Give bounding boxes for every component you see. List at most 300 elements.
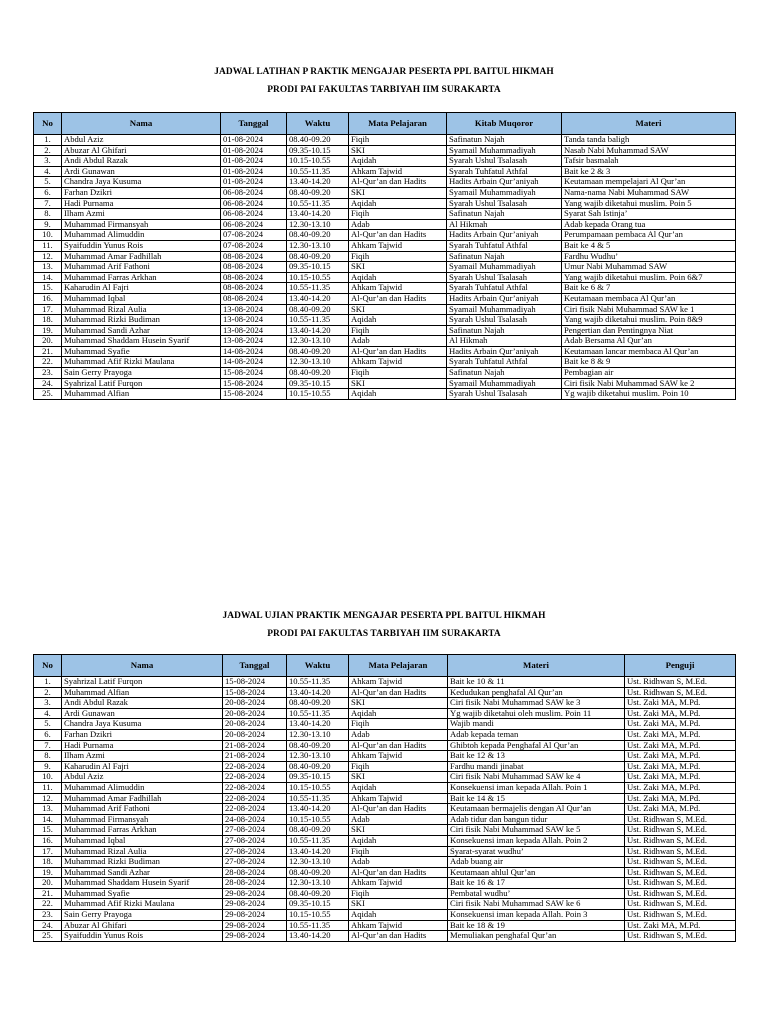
- cell-nama: Muhammad Shaddam Husein Syarif: [62, 878, 223, 889]
- cell-mata-pelajaran: Ahkam Tajwid: [349, 793, 448, 804]
- cell-nama: Muhammad Alfian: [62, 687, 223, 698]
- table-row: [34, 857, 736, 868]
- cell-tanggal: 28-08-2024: [223, 867, 287, 878]
- cell-waktu: 08.40-09.20: [287, 867, 349, 878]
- table-row: [34, 251, 736, 262]
- cell-tanggal: 08-08-2024: [221, 272, 287, 283]
- cell-materi: Yg wajib diketahui muslim. Poin 10: [562, 389, 736, 400]
- cell-penguji: Ust. Zaki MA, M.Pd.: [625, 729, 736, 740]
- table-row: [34, 325, 736, 336]
- cell-mata-pelajaran: Ahkam Tajwid: [349, 240, 447, 251]
- cell-nama: Chandra Jaya Kusuma: [62, 719, 223, 730]
- cell-mata-pelajaran: Al-Qur’an dan Hadits: [349, 931, 448, 942]
- table-row: [34, 378, 736, 389]
- cell-no: 12.: [34, 793, 62, 804]
- cell-waktu: 09.35-10.15: [287, 772, 349, 783]
- cell-nama: Muhammad Arif Fathoni: [62, 262, 221, 273]
- cell-materi: Kedudukan penghafal Al Qur’an: [448, 687, 625, 698]
- table-row: [34, 304, 736, 315]
- cell-no: 24.: [34, 378, 62, 389]
- cell-nama: Muhammad Alimuddin: [62, 782, 223, 793]
- cell-waktu: 08.40-09.20: [287, 740, 349, 751]
- cell-waktu: 12.30-13.10: [287, 240, 349, 251]
- cell-materi: Ciri fisik Nabi Muhammad SAW ke 1: [562, 304, 736, 315]
- cell-tanggal: 22-08-2024: [223, 761, 287, 772]
- cell-waktu: 13.40-14.20: [287, 325, 349, 336]
- cell-waktu: 13.40-14.20: [287, 293, 349, 304]
- cell-materi: Keutamaan bermajelis dengan Al Qur’an: [448, 804, 625, 815]
- exam-schedule-table: [33, 654, 736, 942]
- column-header-mata-pelajaran: Mata Pelajaran: [349, 655, 448, 677]
- cell-mata-pelajaran: Adab: [349, 729, 448, 740]
- cell-kitab-muqoror: Syamail Muhammadiyah: [447, 187, 562, 198]
- cell-tanggal: 22-08-2024: [223, 804, 287, 815]
- cell-tanggal: 01-08-2024: [221, 177, 287, 188]
- table-row: [34, 772, 736, 783]
- cell-kitab-muqoror: Hadits Arbain Qur’aniyah: [447, 230, 562, 241]
- cell-penguji: Ust. Ridhwan S, M.Ed.: [625, 931, 736, 942]
- cell-penguji: Ust. Zaki MA, M.Pd.: [625, 793, 736, 804]
- table-row: [34, 346, 736, 357]
- cell-no: 7.: [34, 740, 62, 751]
- cell-mata-pelajaran: Ahkam Tajwid: [349, 751, 448, 762]
- cell-materi: Keutamaan lancar membaca Al Qur’an: [562, 346, 736, 357]
- table-row: [34, 899, 736, 910]
- table-row: [34, 931, 736, 942]
- cell-kitab-muqoror: Syarah Ushul Tsalasah: [447, 315, 562, 326]
- cell-no: 15.: [34, 825, 62, 836]
- cell-nama: Hadi Purnama: [62, 198, 221, 209]
- cell-kitab-muqoror: Syarah Tuhfatul Athfal: [447, 240, 562, 251]
- cell-no: 19.: [34, 867, 62, 878]
- cell-nama: Muhammad Firmansyah: [62, 219, 221, 230]
- cell-nama: Abdul Aziz: [62, 135, 221, 146]
- cell-kitab-muqoror: Syarah Ushul Tsalasah: [447, 156, 562, 167]
- cell-kitab-muqoror: Safinatun Najah: [447, 251, 562, 262]
- cell-waktu: 13.40-14.20: [287, 209, 349, 220]
- cell-no: 8.: [34, 751, 62, 762]
- cell-tanggal: 22-08-2024: [223, 782, 287, 793]
- cell-tanggal: 08-08-2024: [221, 251, 287, 262]
- cell-kitab-muqoror: Syarah Ushul Tsalasah: [447, 198, 562, 209]
- table-row: [34, 240, 736, 251]
- cell-materi: Bait ke 14 & 15: [448, 793, 625, 804]
- cell-waktu: 08.40-09.20: [287, 251, 349, 262]
- cell-nama: Muhammad Firmansyah: [62, 814, 223, 825]
- table-row: [34, 782, 736, 793]
- table-row: [34, 389, 736, 400]
- cell-nama: Syaifuddin Yunus Rois: [62, 931, 223, 942]
- cell-kitab-muqoror: Safinatun Najah: [447, 209, 562, 220]
- cell-nama: Muhammad Alfian: [62, 389, 221, 400]
- cell-kitab-muqoror: Safinatun Najah: [447, 368, 562, 379]
- column-header-nama: Nama: [62, 655, 223, 677]
- cell-waktu: 12.30-13.10: [287, 857, 349, 868]
- cell-kitab-muqoror: Hadits Arbain Qur’aniyah: [447, 177, 562, 188]
- cell-materi: Konsekuensi iman kepada Allah. Poin 2: [448, 835, 625, 846]
- cell-no: 13.: [34, 804, 62, 815]
- cell-no: 8.: [34, 209, 62, 220]
- cell-nama: Muhammad Iqbal: [62, 293, 221, 304]
- cell-tanggal: 07-08-2024: [221, 230, 287, 241]
- cell-tanggal: 15-08-2024: [221, 389, 287, 400]
- cell-tanggal: 27-08-2024: [223, 857, 287, 868]
- cell-tanggal: 06-08-2024: [221, 209, 287, 220]
- cell-waktu: 08.40-09.20: [287, 888, 349, 899]
- cell-penguji: Ust. Ridhwan S, M.Ed.: [625, 888, 736, 899]
- cell-penguji: Ust. Zaki MA, M.Pd.: [625, 708, 736, 719]
- column-header-penguji: Penguji: [625, 655, 736, 677]
- cell-tanggal: 06-08-2024: [221, 198, 287, 209]
- cell-tanggal: 20-08-2024: [223, 729, 287, 740]
- table-row: [34, 219, 736, 230]
- cell-materi: Ciri fisik Nabi Muhammad SAW ke 5: [448, 825, 625, 836]
- cell-penguji: Ust. Zaki MA, M.Pd.: [625, 804, 736, 815]
- cell-tanggal: 13-08-2024: [221, 336, 287, 347]
- cell-mata-pelajaran: Fiqih: [349, 325, 447, 336]
- cell-materi: Fardhu Wudhu’: [562, 251, 736, 262]
- cell-waktu: 08.40-09.20: [287, 230, 349, 241]
- cell-nama: Ilham Azmi: [62, 751, 223, 762]
- cell-waktu: 10.55-11.35: [287, 835, 349, 846]
- cell-materi: Adab kepada Orang tua: [562, 219, 736, 230]
- cell-materi: Memuliakan penghafal Qur’an: [448, 931, 625, 942]
- cell-mata-pelajaran: Ahkam Tajwid: [349, 920, 448, 931]
- cell-waktu: 08.40-09.20: [287, 825, 349, 836]
- cell-no: 24.: [34, 920, 62, 931]
- cell-kitab-muqoror: Al Hikmah: [447, 219, 562, 230]
- cell-tanggal: 15-08-2024: [221, 378, 287, 389]
- cell-no: 10.: [34, 772, 62, 783]
- cell-no: 10.: [34, 230, 62, 241]
- table-header-row: [34, 655, 736, 677]
- cell-materi: Ghibtoh kepada Penghafal Al Qur’an: [448, 740, 625, 751]
- cell-penguji: Ust. Ridhwan S, M.Ed.: [625, 846, 736, 857]
- cell-penguji: Ust. Ridhwan S, M.Ed.: [625, 878, 736, 889]
- cell-materi: Keutamaan mempelajari Al Qur’an: [562, 177, 736, 188]
- cell-tanggal: 07-08-2024: [221, 240, 287, 251]
- table-row: [34, 719, 736, 730]
- cell-waktu: 13.40-14.20: [287, 846, 349, 857]
- cell-nama: Farhan Dzikri: [62, 187, 221, 198]
- cell-mata-pelajaran: Al-Qur’an dan Hadits: [349, 867, 448, 878]
- cell-no: 5.: [34, 719, 62, 730]
- cell-materi: Ciri fisik Nabi Muhammad SAW ke 3: [448, 698, 625, 709]
- table-row: [34, 698, 736, 709]
- cell-waktu: 12.30-13.10: [287, 751, 349, 762]
- cell-mata-pelajaran: SKI: [349, 825, 448, 836]
- column-header-mata-pelajaran: Mata Pelajaran: [349, 113, 447, 135]
- cell-materi: Bait ke 18 & 19: [448, 920, 625, 931]
- cell-waktu: 13.40-14.20: [287, 719, 349, 730]
- cell-no: 2.: [34, 145, 62, 156]
- cell-nama: Muhammad Rizki Budiman: [62, 857, 223, 868]
- cell-waktu: 10.55-11.35: [287, 920, 349, 931]
- table-row: [34, 357, 736, 368]
- cell-materi: Adab buang air: [448, 857, 625, 868]
- table-row: [34, 729, 736, 740]
- cell-nama: Muhammad Alimuddin: [62, 230, 221, 241]
- cell-tanggal: 20-08-2024: [223, 708, 287, 719]
- cell-waktu: 10.55-11.35: [287, 283, 349, 294]
- cell-mata-pelajaran: Ahkam Tajwid: [349, 677, 448, 688]
- cell-tanggal: 20-08-2024: [223, 719, 287, 730]
- cell-materi: Adab Bersama Al Qur’an: [562, 336, 736, 347]
- cell-mata-pelajaran: Aqidah: [349, 389, 447, 400]
- cell-tanggal: 01-08-2024: [221, 166, 287, 177]
- cell-no: 20.: [34, 878, 62, 889]
- cell-waktu: 08.40-09.20: [287, 368, 349, 379]
- cell-no: 1.: [34, 677, 62, 688]
- cell-waktu: 12.30-13.10: [287, 336, 349, 347]
- table-row: [34, 804, 736, 815]
- cell-kitab-muqoror: Al Hikmah: [447, 336, 562, 347]
- cell-materi: Ciri fisik Nabi Muhammad SAW ke 6: [448, 899, 625, 910]
- cell-nama: Sain Gerry Prayoga: [62, 368, 221, 379]
- cell-nama: Muhammad Iqbal: [62, 835, 223, 846]
- practice-schedule-table: [33, 112, 736, 400]
- column-header-no: No: [34, 655, 62, 677]
- cell-waktu: 10.15-10.55: [287, 389, 349, 400]
- cell-waktu: 10.15-10.55: [287, 782, 349, 793]
- cell-no: 25.: [34, 389, 62, 400]
- cell-materi: Bait ke 4 & 5: [562, 240, 736, 251]
- cell-waktu: 12.30-13.10: [287, 729, 349, 740]
- cell-no: 17.: [34, 846, 62, 857]
- cell-mata-pelajaran: Al-Qur’an dan Hadits: [349, 177, 447, 188]
- table-row: [34, 846, 736, 857]
- cell-nama: Abdul Aziz: [62, 772, 223, 783]
- cell-penguji: Ust. Ridhwan S, M.Ed.: [625, 677, 736, 688]
- table-row: [34, 315, 736, 326]
- cell-waktu: 13.40-14.20: [287, 687, 349, 698]
- cell-waktu: 08.40-09.20: [287, 346, 349, 357]
- cell-mata-pelajaran: Aqidah: [349, 272, 447, 283]
- table-row: [34, 687, 736, 698]
- cell-tanggal: 29-08-2024: [223, 888, 287, 899]
- cell-tanggal: 27-08-2024: [223, 835, 287, 846]
- column-header-tanggal: Tanggal: [221, 113, 287, 135]
- cell-kitab-muqoror: Hadits Arbain Qur’aniyah: [447, 293, 562, 304]
- cell-materi: Pembatal wudhu’: [448, 888, 625, 899]
- cell-no: 11.: [34, 240, 62, 251]
- cell-tanggal: 13-08-2024: [221, 325, 287, 336]
- cell-tanggal: 28-08-2024: [223, 878, 287, 889]
- cell-nama: Farhan Dzikri: [62, 729, 223, 740]
- table-row: [34, 187, 736, 198]
- cell-kitab-muqoror: Syamail Muhammadiyah: [447, 378, 562, 389]
- cell-tanggal: 06-08-2024: [221, 187, 287, 198]
- exam-schedule-section: [0, 610, 768, 941]
- column-header-waktu: Waktu: [287, 655, 349, 677]
- cell-penguji: Ust. Zaki MA, M.Pd.: [625, 782, 736, 793]
- cell-waktu: 10.55-11.35: [287, 315, 349, 326]
- cell-waktu: 10.15-10.55: [287, 156, 349, 167]
- cell-penguji: Ust. Zaki MA, M.Pd.: [625, 719, 736, 730]
- cell-waktu: 09.35-10.15: [287, 899, 349, 910]
- cell-nama: Andi Abdul Razak: [62, 156, 221, 167]
- table-row: [34, 878, 736, 889]
- cell-tanggal: 15-08-2024: [221, 368, 287, 379]
- cell-mata-pelajaran: Aqidah: [349, 198, 447, 209]
- cell-mata-pelajaran: SKI: [349, 262, 447, 273]
- cell-tanggal: 01-08-2024: [221, 156, 287, 167]
- cell-tanggal: 01-08-2024: [221, 145, 287, 156]
- cell-materi: Wajib mandi: [448, 719, 625, 730]
- cell-materi: Tanda tanda baligh: [562, 135, 736, 146]
- cell-tanggal: 21-08-2024: [223, 740, 287, 751]
- cell-no: 2.: [34, 687, 62, 698]
- cell-nama: Kaharudin Al Fajri: [62, 283, 221, 294]
- cell-materi: Pembagian air: [562, 368, 736, 379]
- cell-materi: Yang wajib diketahui muslim. Poin 5: [562, 198, 736, 209]
- cell-tanggal: 29-08-2024: [223, 920, 287, 931]
- cell-no: 16.: [34, 293, 62, 304]
- cell-materi: Yang wajib diketahui muslim. Poin 6&7: [562, 272, 736, 283]
- cell-mata-pelajaran: Adab: [349, 219, 447, 230]
- practice-schedule-subtitle: PRODI PAI FAKULTAS TARBIYAH IIM SURAKARTA: [267, 85, 501, 95]
- cell-mata-pelajaran: SKI: [349, 304, 447, 315]
- cell-materi: Konsekuensi iman kepada Allah. Poin 3: [448, 910, 625, 921]
- cell-mata-pelajaran: Aqidah: [349, 315, 447, 326]
- cell-waktu: 09.35-10.15: [287, 378, 349, 389]
- cell-waktu: 13.40-14.20: [287, 931, 349, 942]
- table-row: [34, 814, 736, 825]
- cell-mata-pelajaran: Al-Qur’an dan Hadits: [349, 804, 448, 815]
- cell-mata-pelajaran: Al-Qur’an dan Hadits: [349, 687, 448, 698]
- cell-mata-pelajaran: Al-Qur’an dan Hadits: [349, 346, 447, 357]
- cell-tanggal: 08-08-2024: [221, 293, 287, 304]
- cell-kitab-muqoror: Safinatun Najah: [447, 135, 562, 146]
- cell-tanggal: 24-08-2024: [223, 814, 287, 825]
- cell-tanggal: 14-08-2024: [221, 346, 287, 357]
- cell-waktu: 08.40-09.20: [287, 304, 349, 315]
- cell-nama: Muhammad Farras Arkhan: [62, 272, 221, 283]
- cell-materi: Adab kepada teman: [448, 729, 625, 740]
- cell-tanggal: 20-08-2024: [223, 698, 287, 709]
- table-row: [34, 135, 736, 146]
- cell-mata-pelajaran: Aqidah: [349, 782, 448, 793]
- cell-tanggal: 27-08-2024: [223, 825, 287, 836]
- cell-mata-pelajaran: Adab: [349, 336, 447, 347]
- cell-waktu: 10.15-10.55: [287, 814, 349, 825]
- cell-materi: Fardhu mandi jinabat: [448, 761, 625, 772]
- cell-nama: Muhammad Amar Fadhillah: [62, 793, 223, 804]
- column-header-no: No: [34, 113, 62, 135]
- cell-no: 20.: [34, 336, 62, 347]
- cell-kitab-muqoror: Syarah Tuhfatul Athfal: [447, 283, 562, 294]
- cell-nama: Muhammad Rizal Aulia: [62, 846, 223, 857]
- column-header-nama: Nama: [62, 113, 221, 135]
- cell-nama: Muhammad Sandi Azhar: [62, 325, 221, 336]
- cell-tanggal: 06-08-2024: [221, 219, 287, 230]
- table-row: [34, 910, 736, 921]
- cell-nama: Abuzar Al Ghifari: [62, 920, 223, 931]
- cell-tanggal: 22-08-2024: [223, 793, 287, 804]
- cell-waktu: 10.15-10.55: [287, 910, 349, 921]
- table-row: [34, 761, 736, 772]
- table-header-row: [34, 113, 736, 135]
- table-row: [34, 867, 736, 878]
- column-header-kitab-muqoror: Kitab Muqoror: [447, 113, 562, 135]
- cell-no: 14.: [34, 814, 62, 825]
- cell-penguji: Ust. Zaki MA, M.Pd.: [625, 920, 736, 931]
- table-row: [34, 888, 736, 899]
- cell-kitab-muqoror: Syarah Ushul Tsalasah: [447, 389, 562, 400]
- cell-nama: Muhammad Afif Rizki Maulana: [62, 899, 223, 910]
- cell-kitab-muqoror: Syarah Ushul Tsalasah: [447, 272, 562, 283]
- table-row: [34, 283, 736, 294]
- cell-no: 21.: [34, 346, 62, 357]
- cell-no: 22.: [34, 899, 62, 910]
- table-row: [34, 825, 736, 836]
- cell-no: 14.: [34, 272, 62, 283]
- cell-materi: Yang wajib diketahui muslim. Poin 8&9: [562, 315, 736, 326]
- cell-waktu: 10.55-11.35: [287, 708, 349, 719]
- cell-mata-pelajaran: Fiqih: [349, 209, 447, 220]
- cell-materi: Konsekuensi iman kepada Allah. Poin 1: [448, 782, 625, 793]
- exam-schedule-title: JADWAL UJIAN PRAKTIK MENGAJAR PESERTA PPL BAITUL HIKMAH: [222, 611, 546, 621]
- cell-no: 13.: [34, 262, 62, 273]
- cell-materi: Adab tidur dan bangun tidur: [448, 814, 625, 825]
- cell-no: 23.: [34, 368, 62, 379]
- cell-nama: Syahrizal Latif Furqon: [62, 378, 221, 389]
- cell-penguji: Ust. Zaki MA, M.Pd.: [625, 772, 736, 783]
- cell-waktu: 12.30-13.10: [287, 357, 349, 368]
- cell-nama: Muhammad Farras Arkhan: [62, 825, 223, 836]
- cell-waktu: 08.40-09.20: [287, 135, 349, 146]
- cell-no: 11.: [34, 782, 62, 793]
- cell-materi: Keutamaan ahlul Qur’an: [448, 867, 625, 878]
- cell-mata-pelajaran: Ahkam Tajwid: [349, 357, 447, 368]
- cell-no: 15.: [34, 283, 62, 294]
- table-row: [34, 293, 736, 304]
- cell-no: 22.: [34, 357, 62, 368]
- cell-waktu: 10.55-11.35: [287, 166, 349, 177]
- cell-mata-pelajaran: Fiqih: [349, 846, 448, 857]
- cell-mata-pelajaran: Aqidah: [349, 835, 448, 846]
- cell-materi: Umur Nabi Muhammad SAW: [562, 262, 736, 273]
- cell-penguji: Ust. Ridhwan S, M.Ed.: [625, 867, 736, 878]
- cell-nama: Muhammad Rizki Budiman: [62, 315, 221, 326]
- cell-kitab-muqoror: Hadits Arbain Qur’aniyah: [447, 346, 562, 357]
- cell-materi: Yg wajib diketahui oleh muslim. Poin 11: [448, 708, 625, 719]
- exam-schedule-subtitle: PRODI PAI FAKULTAS TARBIYAH IIM SURAKARTA: [267, 629, 501, 639]
- cell-no: 17.: [34, 304, 62, 315]
- cell-tanggal: 13-08-2024: [221, 315, 287, 326]
- cell-nama: Muhammad Amar Fadhillah: [62, 251, 221, 262]
- table-row: [34, 920, 736, 931]
- cell-nama: Chandra Jaya Kusuma: [62, 177, 221, 188]
- cell-materi: Bait ke 2 & 3: [562, 166, 736, 177]
- table-row: [34, 677, 736, 688]
- cell-penguji: Ust. Ridhwan S, M.Ed.: [625, 835, 736, 846]
- practice-schedule-rows: [34, 135, 736, 400]
- cell-mata-pelajaran: Fiqih: [349, 251, 447, 262]
- cell-no: 9.: [34, 219, 62, 230]
- practice-schedule-title: JADWAL LATIHAN P RAKTIK MENGAJAR PESERTA PPL BAITUL HIKMAH: [214, 67, 554, 77]
- cell-tanggal: 22-08-2024: [223, 772, 287, 783]
- cell-materi: Ciri fisik Nabi Muhammad SAW ke 2: [562, 378, 736, 389]
- cell-nama: Ilham Azmi: [62, 209, 221, 220]
- cell-tanggal: 29-08-2024: [223, 899, 287, 910]
- table-row: [34, 262, 736, 273]
- cell-mata-pelajaran: Fiqih: [349, 761, 448, 772]
- cell-tanggal: 27-08-2024: [223, 846, 287, 857]
- cell-materi: Nasab Nabi Muhammad SAW: [562, 145, 736, 156]
- cell-mata-pelajaran: Fiqih: [349, 135, 447, 146]
- cell-materi: Syarat Sah Istinja’: [562, 209, 736, 220]
